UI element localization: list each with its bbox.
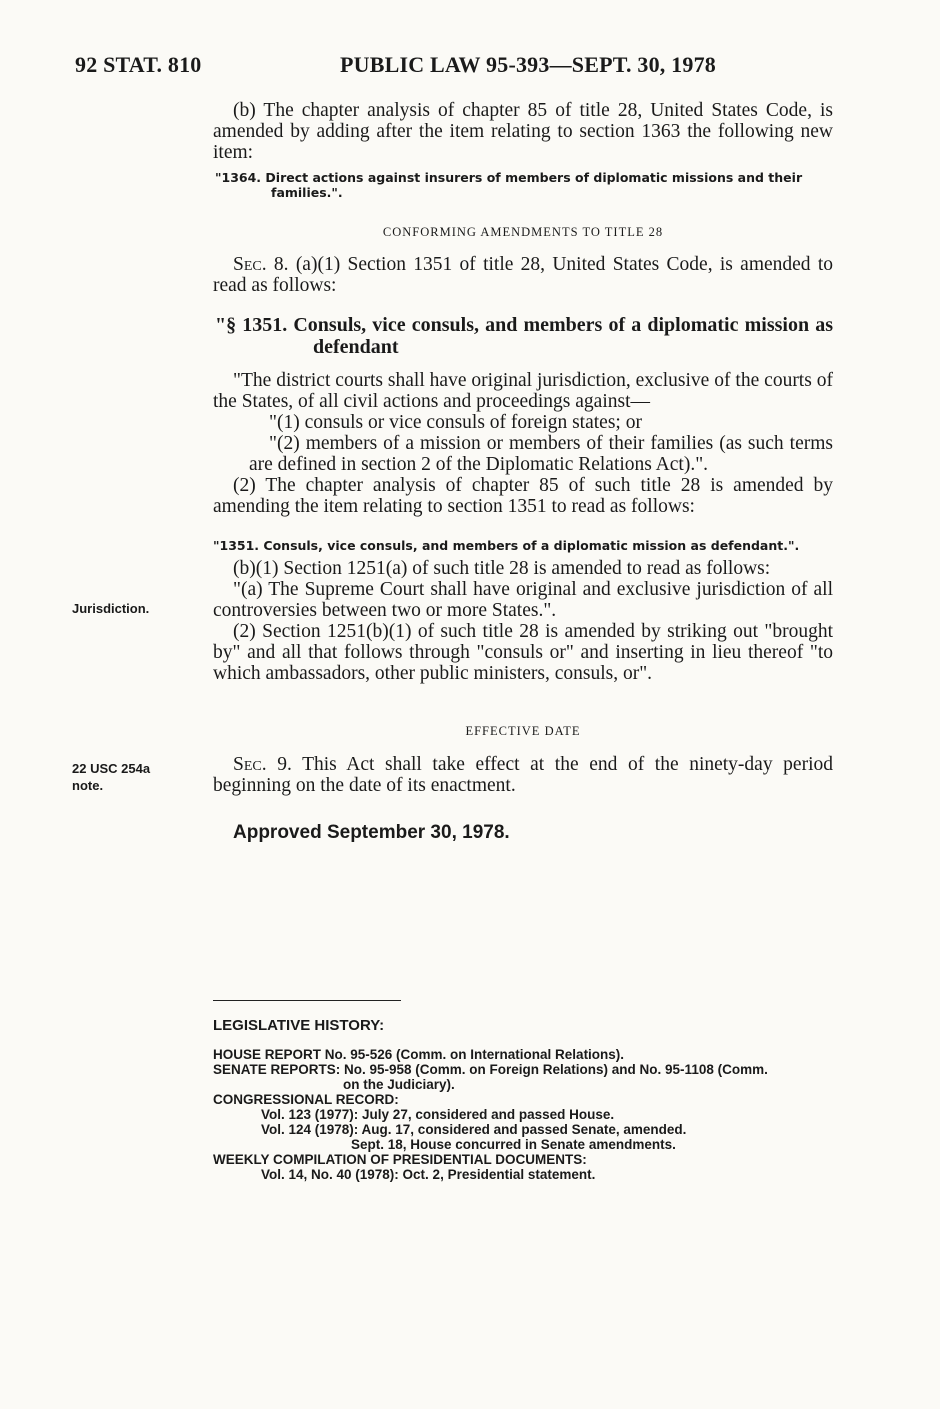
section-1351-heading-block — [213, 314, 833, 358]
paragraph-b-analysis: (b) The chapter analysis of chapter 85 of title 28, United States Code, is amended by adding after the item relating to section 1363 the following new item: — [213, 100, 833, 163]
margin-note-jurisdiction: Jurisdiction. — [72, 601, 150, 616]
item-1351: "1351. Consuls, vice consuls, and members of a diplomatic mission as defendant.". — [213, 538, 800, 553]
approved-date: Approved September 30, 1978. — [233, 822, 510, 843]
sec8-text: 8. (a)(1) Section 1351 of title 28, United States Code, is amended to read as follows: — [213, 254, 833, 296]
chapter-analysis-paragraph — [213, 100, 833, 163]
section-1351-text: "The district courts shall have original jurisdiction, exclusive of the courts of the States, of all civil actions and proceedings against— — [213, 370, 833, 412]
heading-conforming-amendments: CONFORMING AMENDMENTS TO TITLE 28 — [382, 225, 664, 239]
legislative-history — [213, 1018, 853, 1182]
house-report: HOUSE REPORT No. 95-526 (Comm. on International Relations). — [213, 1047, 625, 1062]
section-8-paragraph — [213, 254, 833, 296]
congressional-record: CONGRESSIONAL RECORD: — [213, 1092, 399, 1107]
item-1364: "1364. Direct actions against insurers of members of diplomatic missions and their families.". — [215, 170, 803, 200]
weekly-compilation: WEEKLY COMPILATION OF PRESIDENTIAL DOCUMENTS: — [213, 1152, 587, 1167]
section-8-block — [213, 254, 833, 296]
paragraph-a2: (2) The chapter analysis of chapter 85 of such title 28 is amended by amending the item relating to section 1351 to read as follows: — [213, 475, 833, 517]
margin-note-usc-line1: 22 USC 254a — [72, 761, 151, 776]
paragraph-b1-quote: "(a) The Supreme Court shall have original and exclusive jurisdiction of all controversies between two or more States.". — [213, 579, 833, 621]
sec9-abbr: Sec. — [233, 754, 267, 775]
margin-note-usc — [72, 760, 150, 794]
section-1351-body — [213, 370, 833, 517]
item-1364-block — [213, 170, 833, 200]
running-title: PUBLIC LAW 95-393—SEPT. 30, 1978 — [340, 52, 716, 77]
sec8-abbr: Sec. — [233, 254, 267, 275]
paragraph-b2: (2) Section 1251(b)(1) of such title 28 is amended by striking out "brought by" and all that follows through "consuls or" and inserting in lieu thereof "to which ambassadors, other public ministers, consuls, or". — [213, 621, 833, 684]
section-1251-block — [213, 558, 833, 684]
heading-effective-date: EFFECTIVE DATE — [465, 724, 581, 738]
approved-block — [213, 822, 833, 844]
vol-124-cont: Sept. 18, House concurred in Senate amendments. — [351, 1137, 676, 1152]
clause-2: "(2) members of a mission or members of their families (as such terms are defined in section 2 of the Diplomatic Relations Act).". — [249, 433, 833, 475]
history-divider — [213, 1000, 401, 1001]
section-1351-heading: "§ 1351. Consuls, vice consuls, and members of a diplomatic mission as defendant — [215, 314, 833, 358]
section-9-paragraph — [213, 754, 833, 796]
conforming-heading-block — [213, 225, 833, 240]
margin-note-usc-line2: note. — [72, 778, 104, 793]
item-1351-block — [213, 538, 833, 553]
effective-date-heading-block — [213, 724, 833, 739]
senate-reports: SENATE REPORTS: No. 95-958 (Comm. on Foreign Relations) and No. 95-1108 (Comm. — [213, 1062, 768, 1077]
history-title: LEGISLATIVE HISTORY: — [213, 1017, 385, 1034]
vol-124: Vol. 124 (1978): Aug. 17, considered and passed Senate, amended. — [261, 1122, 687, 1137]
section-9-block — [213, 754, 833, 796]
sec9-text: 9. This Act shall take effect at the end of the ninety-day period beginning on the date of its enactment. — [213, 754, 833, 796]
vol-123: Vol. 123 (1977): July 27, considered and passed House. — [261, 1107, 615, 1122]
paragraph-b1: (b)(1) Section 1251(a) of such title 28 is amended to read as follows: — [233, 558, 771, 579]
page-reference: 92 STAT. 810 — [75, 52, 202, 77]
senate-reports-cont: on the Judiciary). — [343, 1077, 455, 1092]
vol-14: Vol. 14, No. 40 (1978): Oct. 2, Presidential statement. — [261, 1167, 596, 1182]
clause-1: "(1) consuls or vice consuls of foreign states; or — [269, 412, 642, 433]
